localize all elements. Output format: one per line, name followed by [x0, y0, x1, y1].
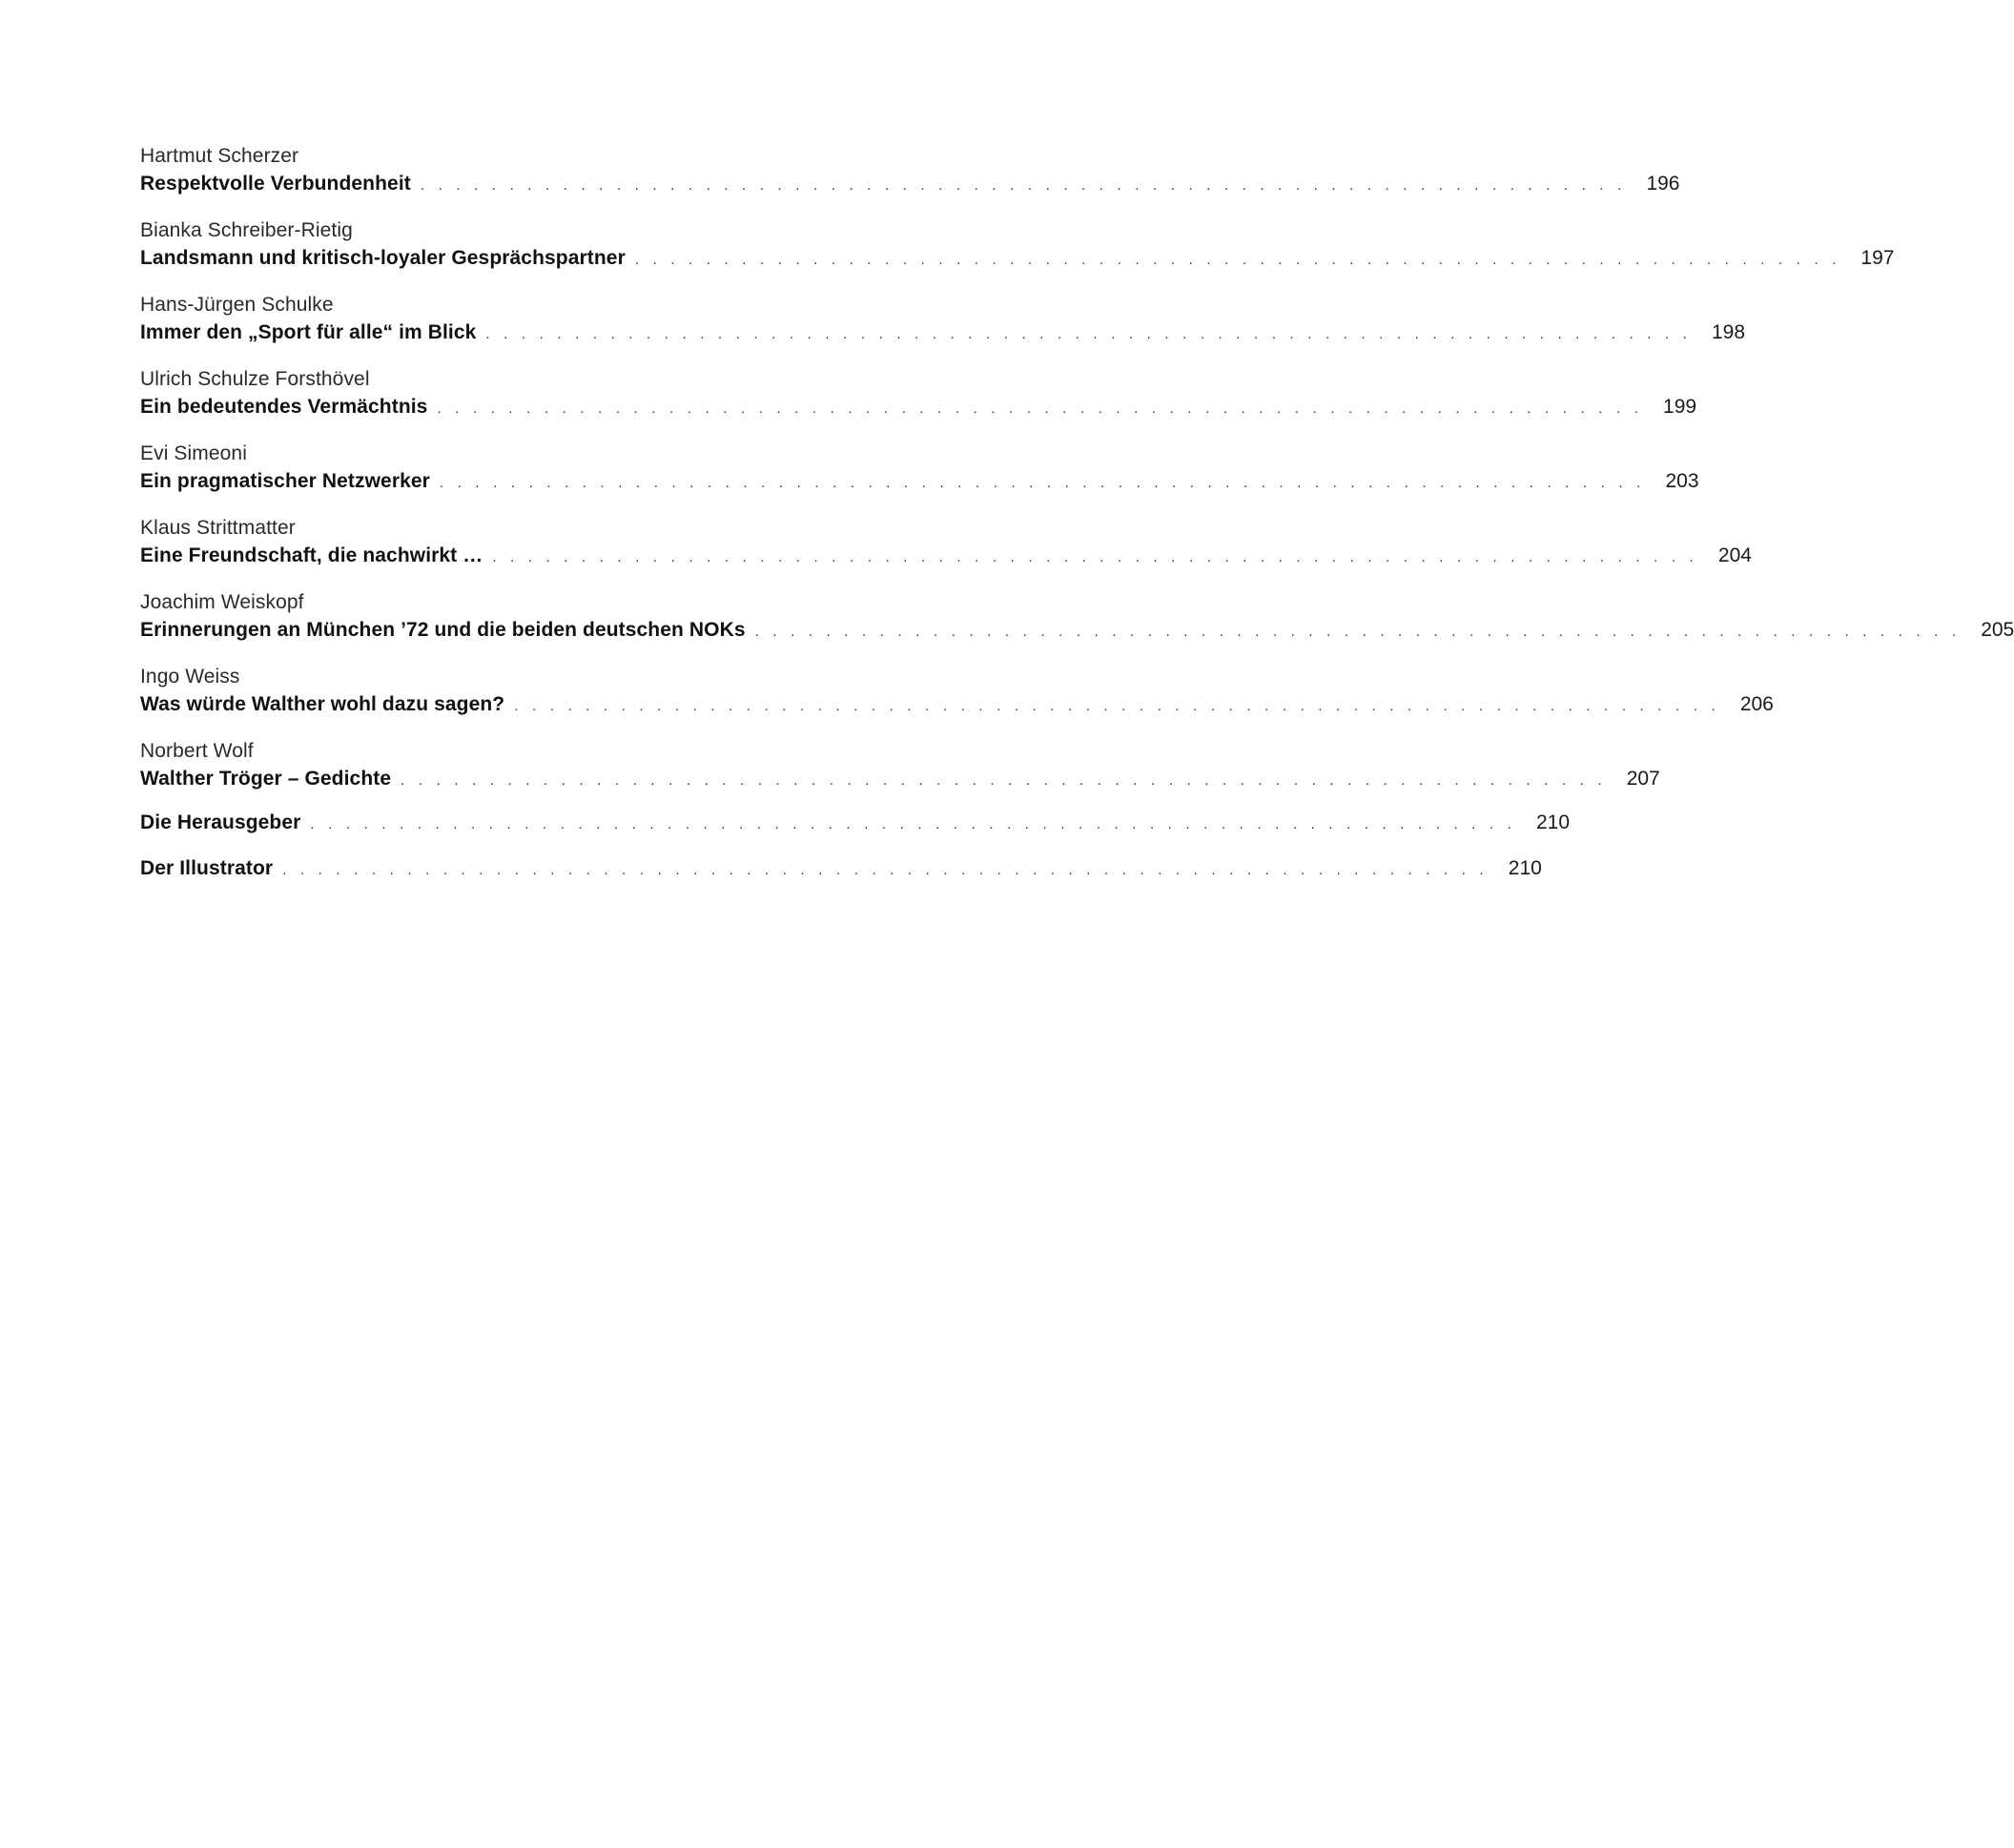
dot-leader: . . . . . . . . . . . . . . . . . . . . . . . . . . . . . . . . . . . . . . . . . . . . . . . . . . . . . . . . . . . . . . . . . . . .: [439, 475, 1646, 491]
entry-line[interactable]: [140, 393, 1697, 421]
dot-leader: . . . . . . . . . . . . . . . . . . . . . . . . . . . . . . . . . . . . . . . . . . . . . . . . . . . . . . . . . . . . . . . . . . . .: [514, 698, 1720, 714]
entry-page-number: 210: [1535, 811, 1571, 833]
entry-author: Hartmut Scherzer: [140, 145, 299, 167]
entry-title: Ein bedeutendes Vermächtnis: [140, 396, 428, 418]
entry-page-number: 205: [1981, 619, 2014, 641]
dot-leader: . . . . . . . . . . . . . . . . . . . . . . . . . . . . . . . . . . . . . . . . . . . . . . . . . . . . . . . . . . . . . . . . . . . .: [420, 177, 1627, 194]
entry-author: Ulrich Schulze Forsthövel: [140, 368, 370, 390]
entry-line[interactable]: [140, 467, 1699, 496]
table-of-contents: [140, 143, 2014, 883]
dot-leader: . . . . . . . . . . . . . . . . . . . . . . . . . . . . . . . . . . . . . . . . . . . . . . . . . . . . . . . . . . . . . . . . . . . .: [634, 252, 1841, 268]
entry-line[interactable]: [140, 170, 1680, 198]
toc-entry: [140, 143, 1680, 198]
entry-line[interactable]: [140, 765, 1660, 793]
entry-author: Klaus Strittmatter: [140, 517, 296, 539]
entry-page-number: 206: [1739, 693, 1774, 715]
entry-line[interactable]: [140, 854, 1542, 883]
entry-page-number: 207: [1626, 768, 1660, 790]
entry-author: Norbert Wolf: [140, 740, 254, 762]
entry-line[interactable]: [140, 244, 1895, 273]
entry-title: Der Illustrator: [140, 857, 274, 879]
entry-page-number: 196: [1646, 173, 1680, 195]
entry-title: Walther Tröger – Gedichte: [140, 768, 392, 790]
entry-page-number: 197: [1860, 247, 1895, 269]
toc-entry: [140, 292, 1746, 347]
entry-title: Landsmann und kritisch-loyaler Gesprächspartner: [140, 247, 626, 269]
dot-leader: . . . . . . . . . . . . . . . . . . . . . . . . . . . . . . . . . . . . . . . . . . . . . . . . . . . . . . . . . . . . . . . . . . . .: [485, 326, 1693, 342]
toc-entry: [140, 217, 1895, 273]
toc-entry: [140, 854, 1542, 883]
toc-entry: [140, 589, 2014, 645]
dot-leader: . . . . . . . . . . . . . . . . . . . . . . . . . . . . . . . . . . . . . . . . . . . . . . . . . . . . . . . . . . . . . . . . . . . .: [310, 816, 1517, 832]
entry-title: Immer den „Sport für alle“ im Blick: [140, 321, 477, 343]
dot-leader: . . . . . . . . . . . . . . . . . . . . . . . . . . . . . . . . . . . . . . . . . . . . . . . . . . . . . . . . . . . . . . . . . . . .: [754, 624, 1962, 640]
entry-author: Ingo Weiss: [140, 666, 240, 688]
entry-title: Ein pragmatischer Netzwerker: [140, 470, 430, 492]
dot-leader: . . . . . . . . . . . . . . . . . . . . . . . . . . . . . . . . . . . . . . . . . . . . . . . . . . . . . . . . . . . . . . . . . . . .: [437, 400, 1644, 417]
entry-title: Eine Freundschaft, die nachwirkt …: [140, 544, 483, 566]
entry-page-number: 198: [1712, 321, 1746, 343]
entry-page-number: 199: [1663, 396, 1697, 418]
entry-author: Bianka Schreiber-Rietig: [140, 219, 353, 241]
dot-leader: . . . . . . . . . . . . . . . . . . . . . . . . . . . . . . . . . . . . . . . . . . . . . . . . . . . . . . . . . . . . . . . . . . . .: [492, 549, 1698, 565]
toc-entry: [140, 366, 1697, 421]
entry-title: Respektvolle Verbundenheit: [140, 173, 411, 195]
entry-author: Joachim Weiskopf: [140, 591, 304, 613]
entry-title: Erinnerungen an München ’72 und die beiden deutschen NOKs: [140, 619, 746, 641]
entry-line[interactable]: [140, 318, 1746, 347]
entry-author: Evi Simeoni: [140, 442, 247, 464]
toc-entry: [140, 441, 1699, 496]
dot-leader: . . . . . . . . . . . . . . . . . . . . . . . . . . . . . . . . . . . . . . . . . . . . . . . . . . . . . . . . . . . . . . . . . . . .: [282, 862, 1489, 878]
toc-entry: [140, 664, 1774, 719]
entry-page-number: 210: [1508, 857, 1542, 879]
entry-author: Hans-Jürgen Schulke: [140, 294, 334, 316]
toc-entry: [140, 738, 1660, 793]
entry-page-number: 204: [1717, 544, 1752, 566]
entry-line[interactable]: [140, 809, 1571, 837]
entry-line[interactable]: [140, 542, 1752, 570]
entry-title: Was würde Walther wohl dazu sagen?: [140, 693, 505, 715]
entry-title: Die Herausgeber: [140, 811, 301, 833]
entry-line[interactable]: [140, 616, 2014, 645]
toc-entry: [140, 515, 1752, 570]
dot-leader: . . . . . . . . . . . . . . . . . . . . . . . . . . . . . . . . . . . . . . . . . . . . . . . . . . . . . . . . . . . . . . . . . . . .: [401, 772, 1607, 789]
toc-entry: [140, 809, 1571, 837]
entry-line[interactable]: [140, 690, 1774, 719]
entry-page-number: 203: [1665, 470, 1699, 492]
